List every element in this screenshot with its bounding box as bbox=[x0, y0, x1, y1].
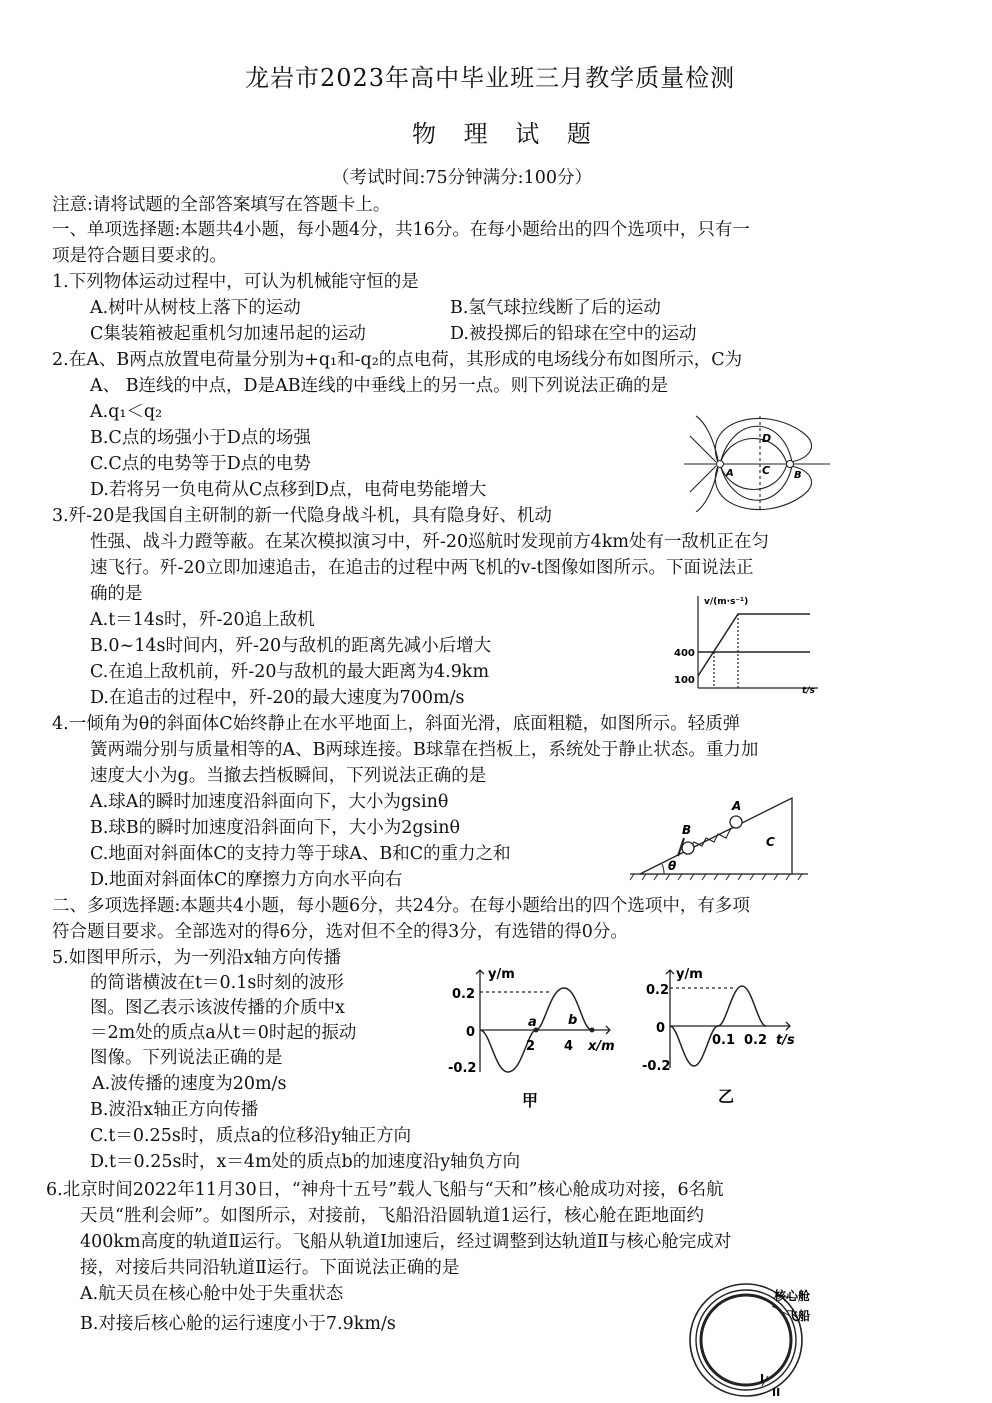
yi-y-pos: 0.2 bbox=[646, 983, 670, 998]
q2-stem-line2: A、 B连线的中点，D是AB连线的中垂线上的另一点。则下列说法正确的是 bbox=[90, 376, 669, 396]
vt-graph-figure bbox=[670, 590, 830, 698]
yi-t1: 0.1 bbox=[712, 1033, 736, 1048]
vt-tick-100: 100 bbox=[674, 675, 695, 686]
q4-option-d: D.地面对斜面体C的摩擦力方向水平向右 bbox=[90, 870, 403, 890]
q2-option-d: D.若将另一负电荷从C点移到D点，电荷电势能增大 bbox=[90, 480, 487, 500]
q3-option-b: B.0~14s时间内，歼-20与敌机的距离先减小后增大 bbox=[90, 636, 492, 656]
yi-y-neg: -0.2 bbox=[642, 1059, 671, 1074]
field-label-d: D bbox=[762, 432, 772, 445]
q5-stem-line1: 5.如图甲所示，为一列沿x轴方向传播 bbox=[52, 948, 342, 968]
q3-stem-line2: 性强、战斗力蹬等蔽。在某次模拟演习中，歼-20巡航时发现前方4km处有一敌机正在匀 bbox=[90, 532, 770, 552]
jia-ylabel: y/m bbox=[488, 967, 515, 982]
q3-stem-line1: 3.歼-20是我国自主研制的新一代隐身战斗机，具有隐身好、机动 bbox=[52, 506, 552, 526]
section2-heading-line2: 符合题目要求。全部选对的得6分，选对但不全的得3分，有选错的得0分。 bbox=[52, 922, 628, 942]
q5-option-b: B.波沿x轴正方向传播 bbox=[90, 1100, 259, 1120]
jia-zero: 0 bbox=[466, 1025, 476, 1040]
q6-option-b: B.对接后核心舱的运行速度小于7.9km/s bbox=[80, 1314, 396, 1334]
q1-option-b: B.氢气球拉线断了后的运动 bbox=[450, 298, 661, 318]
q4-stem-line3: 速度大小为g。当撤去挡板瞬间，下列说法正确的是 bbox=[90, 766, 487, 786]
q3-stem-line4: 确的是 bbox=[90, 584, 143, 604]
wave-figure-jia bbox=[440, 962, 620, 1112]
section2-heading-line1: 二、多项选择题:本题共4小题，每小题6分，共24分。在每小题给出的四个选项中，有多项 bbox=[52, 896, 750, 916]
orbit-label-core-module: 核心舱 bbox=[774, 1289, 811, 1303]
notice: 注意:请将试题的全部答案填写在答题卡上。 bbox=[52, 195, 391, 215]
field-label-b: B bbox=[794, 470, 802, 481]
q2-stem-line1: 2.在A、B两点放置电荷量分别为+q₁和-q₂的点电荷，其形成的电场线分布如图所示，C为 bbox=[52, 350, 743, 370]
q1-option-d: D.被投掷后的铅球在空中的运动 bbox=[450, 324, 697, 344]
electric-field-figure bbox=[682, 412, 832, 512]
yi-caption: 乙 bbox=[718, 1087, 735, 1106]
yi-t2: 0.2 bbox=[744, 1033, 768, 1048]
jia-point-b: b bbox=[568, 1013, 578, 1028]
orbit-label-i: I bbox=[760, 1372, 765, 1385]
jia-x2: 2 bbox=[526, 1039, 536, 1054]
q5-option-c: C.t＝0.25s时，质点a的位移沿y轴正方向 bbox=[90, 1126, 412, 1146]
q5-option-d: D.t＝0.25s时，x＝4m处的质点b的加速度沿y轴负方向 bbox=[90, 1152, 521, 1172]
vt-ylabel: v/(m·s⁻¹) bbox=[704, 597, 749, 607]
incline-label-a: A bbox=[732, 799, 742, 813]
q1-option-c: C集装箱被起重机匀加速吊起的运动 bbox=[90, 324, 366, 344]
vt-xlabel: t/s bbox=[802, 686, 815, 696]
incline-label-c: C bbox=[766, 835, 775, 849]
q5-stem-line4: ＝2m处的质点a从t＝0时起的振动 bbox=[90, 1023, 357, 1043]
yi-ylabel: y/m bbox=[676, 967, 703, 982]
field-label-a: A bbox=[726, 468, 734, 479]
q3-option-a: A.t＝14s时，歼-20追上敌机 bbox=[90, 610, 315, 630]
q6-stem-line4: 接，对接后共同沿轨道Ⅱ运行。下面说法正确的是 bbox=[80, 1258, 460, 1278]
q1-option-a: A.树叶从树枝上落下的运动 bbox=[90, 298, 301, 318]
incline-figure bbox=[626, 792, 812, 882]
q2-option-c: C.C点的电势等于D点的电势 bbox=[90, 454, 311, 474]
q5-stem-line2: 的简谐横波在t＝0.1s时刻的波形 bbox=[90, 973, 344, 993]
field-label-c: C bbox=[762, 464, 771, 477]
q6-stem-line2: 天员“胜利会师”。如图所示，对接前，飞船沿沿圆轨道1运行，核心舱在距地面约 bbox=[80, 1206, 705, 1226]
q6-option-a: A.航天员在核心舱中处于失重状态 bbox=[80, 1284, 344, 1304]
q3-option-c: C.在追上敌机前，歼-20与敌机的最大距离为4.9km bbox=[90, 662, 490, 682]
q1-stem: 1.下列物体运动过程中，可认为机械能守恒的是 bbox=[52, 272, 419, 292]
q3-stem-line3: 速飞行。歼-20立即加速追击，在追击的过程中两飞机的v-t图像如图所示。下面说法正 bbox=[90, 558, 754, 578]
q4-option-b: B.球B的瞬时加速度沿斜面向下，大小为2gsinθ bbox=[90, 818, 461, 838]
jia-xlabel: x/m bbox=[588, 1039, 615, 1054]
q6-stem-line1: 6.北京时间2022年11月30日，“神舟十五号”载人飞船与“天和”核心舱成功对接，6名航 bbox=[46, 1180, 724, 1200]
incline-label-b: B bbox=[682, 823, 692, 837]
incline-label-theta: θ bbox=[668, 859, 677, 873]
orbit-label-spacecraft: 飞船 bbox=[786, 1309, 811, 1323]
q4-stem-line2: 簧两端分别与质量相等的A、B两球连接。B球靠在挡板上，系统处于静止状态。重力加 bbox=[90, 740, 759, 760]
paper-subtitle: 物 理 试 题 bbox=[412, 120, 601, 148]
jia-x4: 4 bbox=[564, 1039, 574, 1054]
q5-option-a: A.波传播的速度为20m/s bbox=[92, 1074, 287, 1094]
jia-point-a: a bbox=[528, 1015, 537, 1030]
yi-zero: 0 bbox=[656, 1021, 666, 1036]
vt-tick-400: 400 bbox=[674, 648, 695, 659]
exam-info: （考试时间:75分钟满分:100分） bbox=[332, 168, 592, 188]
jia-y-neg: -0.2 bbox=[448, 1061, 477, 1076]
q4-option-c: C.地面对斜面体C的支持力等于球A、B和C的重力之和 bbox=[90, 844, 511, 864]
q6-stem-line3: 400km高度的轨道Ⅱ运行。飞船从轨道Ⅰ加速后，经过调整到达轨道Ⅱ与核心舱完成对 bbox=[80, 1232, 732, 1252]
q2-option-a: A.q₁＜q₂ bbox=[90, 402, 163, 422]
section1-heading-line1: 一、单项选择题:本题共4小题，每小题4分，共16分。在每小题给出的四个选项中，只有一 bbox=[52, 220, 750, 240]
q5-stem-line3: 图。图乙表示该波传播的介质中x bbox=[90, 998, 345, 1018]
orbit-label-ii: II bbox=[772, 1386, 781, 1399]
q2-option-b: B.C点的场强小于D点的场强 bbox=[90, 428, 311, 448]
section1-heading-line2: 项是符合题目要求的。 bbox=[52, 246, 227, 266]
q3-option-d: D.在追击的过程中，歼-20的最大速度为700m/s bbox=[90, 688, 465, 708]
jia-y-pos: 0.2 bbox=[452, 987, 476, 1002]
exam-title: 龙岩市2023年高中毕业班三月教学质量检测 bbox=[245, 64, 736, 92]
orbit-figure bbox=[686, 1280, 826, 1400]
wave-figure-yi bbox=[640, 962, 800, 1112]
yi-xlabel: t/s bbox=[776, 1033, 795, 1048]
jia-caption: 甲 bbox=[522, 1091, 539, 1110]
q4-option-a: A.球A的瞬时加速度沿斜面向下，大小为gsinθ bbox=[90, 792, 449, 812]
q5-stem-line5: 图像。下列说法正确的是 bbox=[90, 1048, 283, 1068]
q4-stem-line1: 4.一倾角为θ的斜面体C始终静止在水平地面上，斜面光滑，底面粗糙，如图所示。轻质弹 bbox=[52, 714, 741, 734]
